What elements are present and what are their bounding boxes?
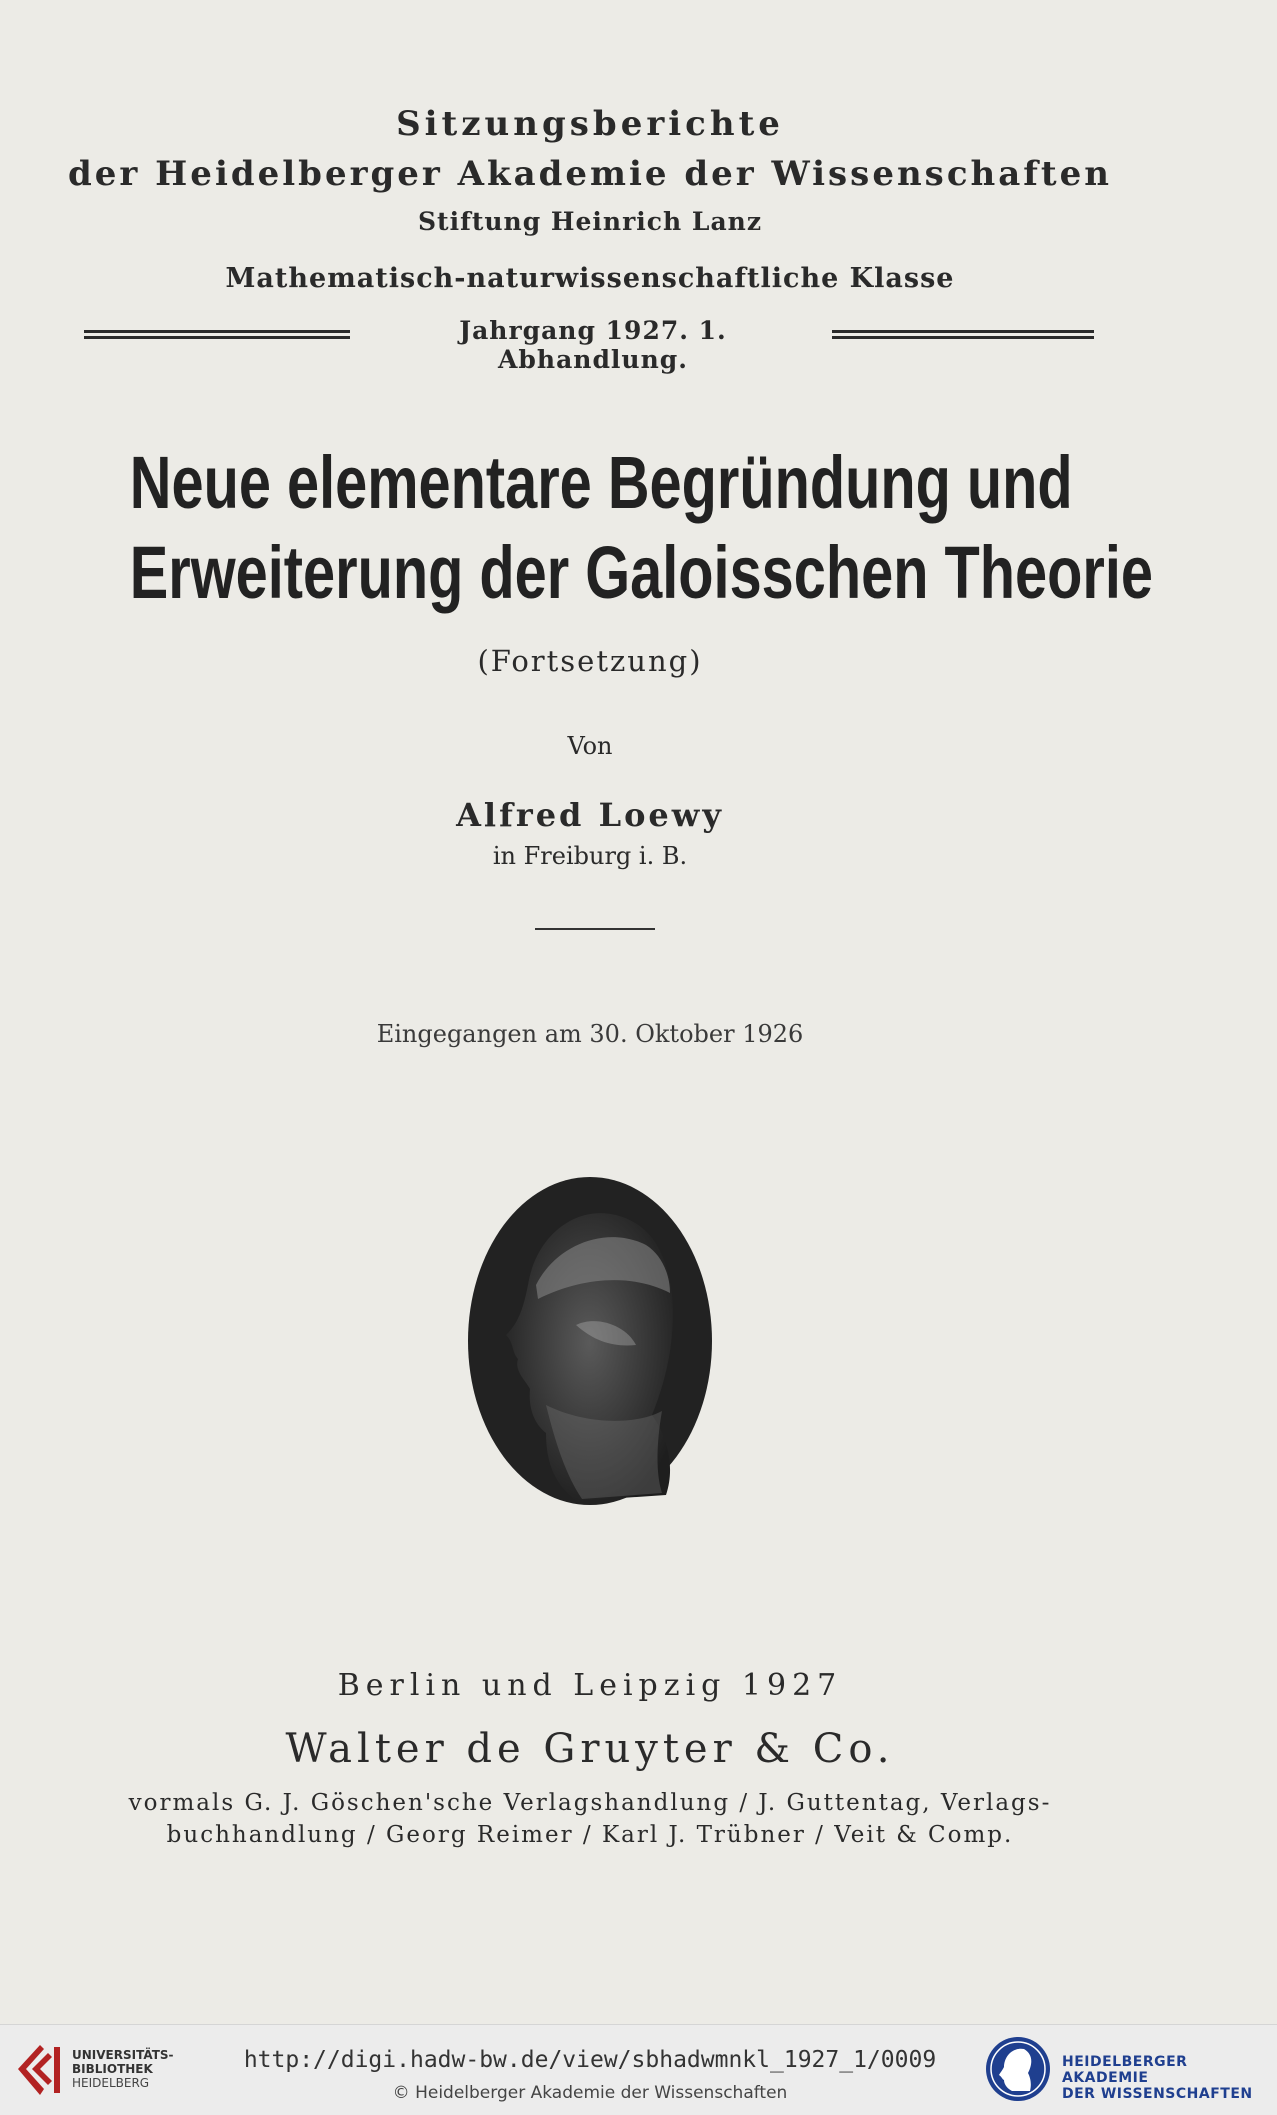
author-name: Alfred Loewy: [456, 796, 724, 834]
imprint-city-year: Berlin und Leipzig 1927: [337, 1668, 843, 1703]
publisher-history-line-1: vormals G. J. Göschen'sche Verlagshandlung / J. Guttentag, Verlags-: [128, 1790, 1052, 1816]
series-title: Sitzungsberichte: [396, 104, 784, 144]
separator-rule: [535, 928, 655, 930]
academy-label[interactable]: [1062, 2054, 1277, 2102]
main-title-line-2: Erweiterung der Galoisschen Theorie: [129, 531, 1154, 614]
year-rule-row: [84, 316, 1094, 374]
class-name: Mathematisch-naturwissenschaftliche Klasse: [225, 263, 955, 294]
publisher-name: Walter de Gruyter & Co.: [285, 1726, 895, 1772]
foundation-name: Stiftung Heinrich Lanz: [417, 207, 763, 236]
author-place: in Freiburg i. B.: [492, 842, 688, 870]
academy-label-line-1: HEIDELBERGER AKADEMIE: [1062, 2054, 1188, 2086]
viewer-footer: [0, 2024, 1277, 2115]
year-line: Jahrgang 1927. 1. Abhandlung.: [459, 316, 727, 374]
by-label: Von: [567, 732, 613, 760]
received-date: Eingegangen am 30. Oktober 1926: [376, 1020, 804, 1048]
publisher-history-line-2: buchhandlung / Georg Reimer / Karl J. Trübner / Veit & Comp.: [166, 1822, 1014, 1848]
library-label-line-3: HEIDELBERG: [72, 2076, 150, 2090]
academy-name: der Heidelberger Akademie der Wissenschaften: [68, 154, 1112, 194]
double-rule-right: [832, 330, 1094, 339]
continuation-note: (Fortsetzung): [477, 644, 703, 678]
main-title-line-1: Neue elementare Begründung und: [129, 441, 1073, 524]
athena-cameo-emblem: [466, 1175, 714, 1507]
copyright-notice: © Heidelberger Akademie der Wissenschaften: [392, 2083, 788, 2103]
library-label-line-1: UNIVERSITÄTS-: [72, 2048, 174, 2062]
academy-label-line-2: DER WISSENSCHAFTEN: [1062, 2086, 1253, 2102]
library-label-line-2: BIBLIOTHEK: [72, 2062, 153, 2076]
academy-logo-icon[interactable]: [984, 2035, 1052, 2103]
permalink-url[interactable]: http://digi.hadw-bw.de/view/sbhadwmnkl_1927_1/0009: [243, 2047, 937, 2073]
double-rule-left: [84, 330, 350, 339]
